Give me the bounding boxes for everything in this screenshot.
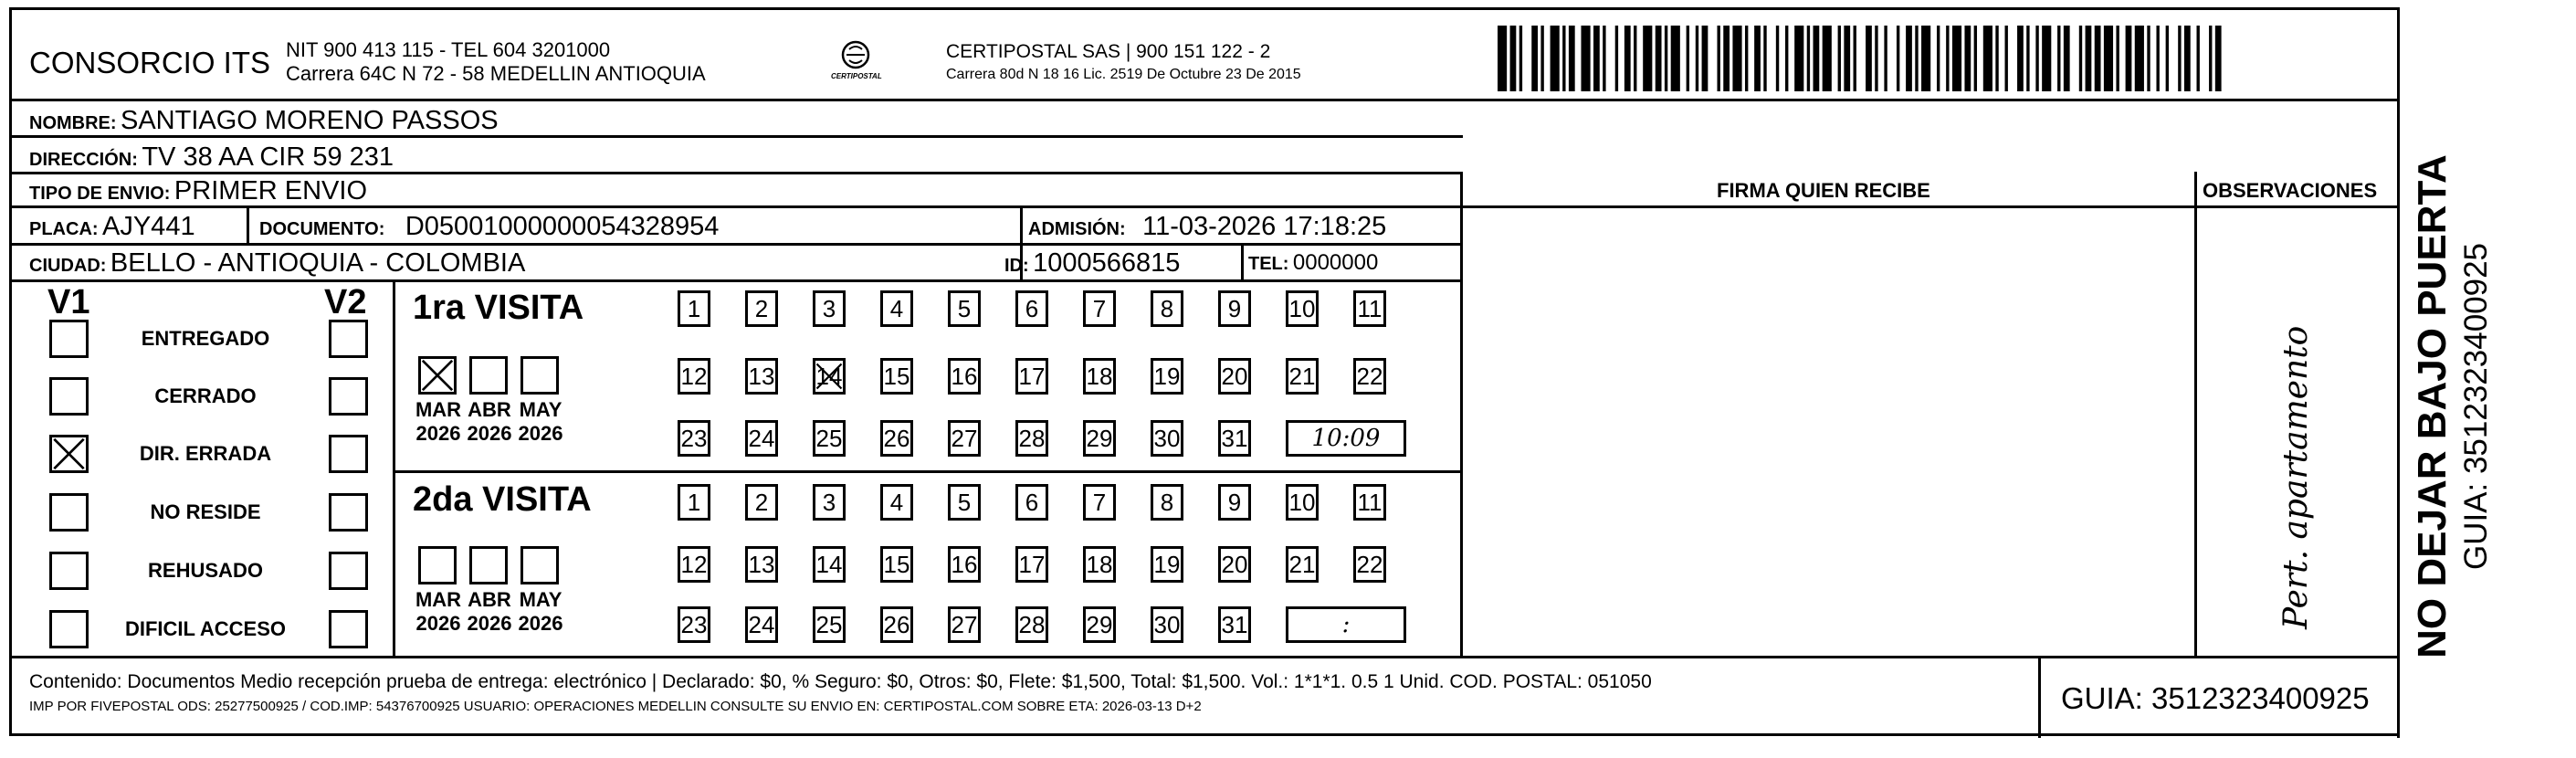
signature-title: FIRMA QUIEN RECIBE bbox=[1717, 179, 1930, 202]
status-option-label: ENTREGADO bbox=[141, 327, 270, 350]
day-box[interactable]: 9 bbox=[1218, 484, 1251, 521]
barcode-bar bbox=[2209, 26, 2212, 91]
city-label: CIUDAD: bbox=[29, 256, 107, 276]
barcode-bar bbox=[2197, 26, 2200, 91]
certipostal-logo bbox=[813, 37, 899, 91]
day-box[interactable]: 8 bbox=[1151, 290, 1183, 327]
contents-line: Contenido: Documentos Medio recepción prueba de entrega: electrónico | Declarado: $0, % Seguro: $0, Otros: $0, Flete: $1,500, Total: $1,500. Vol.: 1*1*1. 0.5 1 Unid. COD. POSTAL: 051050 bbox=[29, 671, 1652, 692]
barcode-bar bbox=[2005, 26, 2008, 91]
visit2-title: 2da VISITA bbox=[413, 480, 592, 519]
day-box[interactable]: 16 bbox=[948, 546, 981, 583]
day-box[interactable]: 17 bbox=[1015, 358, 1048, 395]
barcode-bar bbox=[1807, 26, 1810, 91]
day-box[interactable]: 23 bbox=[678, 606, 710, 643]
side-panel bbox=[2403, 102, 2513, 658]
day-box[interactable]: 28 bbox=[1015, 606, 1048, 643]
day-box[interactable]: 6 bbox=[1015, 484, 1048, 521]
barcode-bar bbox=[2017, 26, 2024, 91]
day-box[interactable]: 25 bbox=[813, 420, 846, 457]
barcode-bar bbox=[2026, 26, 2029, 91]
barcode-bar bbox=[2086, 26, 2092, 91]
month-label: MAY bbox=[519, 398, 563, 421]
barcode-bar bbox=[1562, 26, 1565, 91]
day-box[interactable]: 31 bbox=[1218, 420, 1251, 457]
courier-info: CERTIPOSTAL SAS | 900 151 122 - 2 bbox=[946, 41, 1271, 62]
v1-header: V1 bbox=[47, 283, 90, 321]
day-box[interactable]: 6 bbox=[1015, 290, 1048, 327]
v1-checkbox[interactable] bbox=[49, 493, 89, 532]
divider bbox=[1241, 243, 1244, 281]
barcode-bar bbox=[2104, 26, 2113, 91]
year-label: 2026 bbox=[518, 422, 563, 445]
day-box[interactable]: 26 bbox=[880, 606, 913, 643]
month-label: ABR bbox=[468, 398, 511, 421]
day-box[interactable]: 13 bbox=[745, 358, 778, 395]
day-box[interactable]: 23 bbox=[678, 420, 710, 457]
status-option-label: NO RESIDE bbox=[150, 500, 261, 523]
barcode-bar bbox=[1603, 26, 1605, 91]
side-guia: GUIA: 3512323400925 bbox=[2458, 242, 2494, 571]
barcode-bar bbox=[1656, 26, 1662, 91]
day-box[interactable]: 17 bbox=[1015, 546, 1048, 583]
divider bbox=[9, 279, 1463, 282]
barcode-bar bbox=[1665, 26, 1667, 91]
visit1-title: 1ra VISITA bbox=[413, 289, 584, 327]
document-label: DOCUMENTO: bbox=[259, 219, 385, 239]
barcode-bar bbox=[1776, 26, 1779, 91]
barcode-bar bbox=[1634, 26, 1636, 91]
barcode-bar bbox=[1510, 26, 1517, 91]
v1-checkbox[interactable] bbox=[49, 610, 89, 648]
divider bbox=[393, 470, 1461, 473]
barcode-bar bbox=[1569, 26, 1575, 91]
id-value: 1000566815 bbox=[1033, 248, 1181, 278]
month-checkbox[interactable] bbox=[418, 546, 457, 584]
v1-checkbox[interactable] bbox=[49, 435, 89, 473]
barcode-bar bbox=[1814, 26, 1820, 91]
logo-text: CERTIPOSTAL bbox=[831, 72, 882, 80]
v2-checkbox[interactable] bbox=[329, 435, 368, 473]
day-box[interactable]: 30 bbox=[1151, 606, 1183, 643]
divider bbox=[2194, 172, 2197, 658]
barcode-bar bbox=[1624, 26, 1631, 91]
barcode-bar bbox=[1754, 26, 1761, 91]
day-box[interactable]: 19 bbox=[1151, 358, 1183, 395]
barcode-bar bbox=[2116, 26, 2119, 91]
barcode-bar bbox=[1702, 26, 1709, 91]
barcode-bar bbox=[2178, 26, 2181, 91]
divider bbox=[9, 656, 2400, 658]
barcode-bar bbox=[1937, 26, 1940, 91]
day-box[interactable]: 22 bbox=[1353, 358, 1386, 395]
barcode-bar bbox=[2147, 26, 2150, 91]
barcode-bar bbox=[2035, 26, 2038, 91]
month-checkbox[interactable] bbox=[418, 356, 457, 395]
barcode-bar bbox=[1745, 26, 1748, 91]
barcode-bar bbox=[2215, 26, 2222, 91]
barcode-bar bbox=[1875, 26, 1877, 91]
print-info: IMP POR FIVEPOSTAL ODS: 25277500925 / COD.IMP: 54376700925 USUARIO: OPERACIONES MEDELLIN CONSULTE SU ENVIO EN: CERTIPOSTAL.COM SOBRE ETA: 2026-03-13 D+2 bbox=[29, 699, 1202, 714]
v2-checkbox[interactable] bbox=[329, 377, 368, 416]
month-checkbox[interactable] bbox=[520, 546, 559, 584]
divider bbox=[393, 279, 395, 658]
barcode-bar bbox=[1643, 26, 1652, 91]
day-box[interactable]: 27 bbox=[948, 606, 981, 643]
month-checkbox[interactable] bbox=[520, 356, 559, 395]
divider bbox=[9, 172, 1463, 174]
status-option-label: CERRADO bbox=[154, 384, 257, 407]
day-box[interactable]: 30 bbox=[1151, 420, 1183, 457]
barcode-bar bbox=[1823, 26, 1832, 91]
day-box[interactable]: 12 bbox=[678, 358, 710, 395]
company-nit: NIT 900 413 115 - TEL 604 3201000 bbox=[286, 38, 611, 61]
barcode-bar bbox=[1854, 26, 1856, 91]
barcode-bar bbox=[2166, 26, 2169, 91]
barcode-bar bbox=[2156, 26, 2159, 91]
day-box[interactable]: 29 bbox=[1083, 420, 1116, 457]
divider bbox=[2038, 656, 2041, 738]
day-box[interactable]: 27 bbox=[948, 420, 981, 457]
month-label: MAR bbox=[415, 588, 462, 611]
day-box[interactable]: 7 bbox=[1083, 484, 1116, 521]
v1-checkbox[interactable] bbox=[49, 552, 89, 590]
barcode-bar bbox=[1581, 26, 1590, 91]
day-box[interactable]: 26 bbox=[880, 420, 913, 457]
day-box[interactable]: 11 bbox=[1353, 290, 1386, 327]
time-box[interactable]: 10:09 bbox=[1286, 420, 1406, 457]
barcode-bar bbox=[1717, 26, 1719, 91]
barcode-bar bbox=[1519, 26, 1522, 91]
day-box[interactable]: 13 bbox=[745, 546, 778, 583]
v2-checkbox[interactable] bbox=[329, 610, 368, 648]
year-label: 2026 bbox=[415, 612, 461, 635]
barcode-bar bbox=[1897, 26, 1899, 91]
day-box[interactable]: 28 bbox=[1015, 420, 1048, 457]
barcode-bar bbox=[2064, 26, 2070, 91]
document-value: D05001000000054328954 bbox=[405, 212, 720, 241]
barcode-bar bbox=[1593, 26, 1600, 91]
month-checkbox[interactable] bbox=[469, 546, 508, 584]
day-box[interactable]: 3 bbox=[813, 484, 846, 521]
day-box[interactable]: 18 bbox=[1083, 358, 1116, 395]
day-box[interactable]: 20 bbox=[1218, 358, 1251, 395]
day-box[interactable]: 4 bbox=[880, 484, 913, 521]
status-option-label: DIR. ERRADA bbox=[139, 442, 272, 465]
day-box[interactable]: 4 bbox=[880, 290, 913, 327]
divider bbox=[1460, 172, 1463, 658]
day-box[interactable]: 8 bbox=[1151, 484, 1183, 521]
day-box[interactable]: 22 bbox=[1353, 546, 1386, 583]
barcode-bar bbox=[1964, 26, 1971, 91]
v1-checkbox[interactable] bbox=[49, 320, 89, 358]
admission-label: ADMISIÓN: bbox=[1028, 219, 1126, 239]
day-box[interactable]: 2 bbox=[745, 290, 778, 327]
day-box[interactable]: 1 bbox=[678, 290, 710, 327]
v2-checkbox[interactable] bbox=[329, 493, 368, 532]
address-label: DIRECCIÓN: bbox=[29, 150, 138, 170]
shipping-label: TIPO DE ENVIO: bbox=[29, 184, 171, 204]
barcode-bar bbox=[1974, 26, 1977, 91]
day-box[interactable]: 14 bbox=[813, 546, 846, 583]
admission-value: 11-03-2026 17:18:25 bbox=[1142, 212, 1387, 241]
barcode-bar bbox=[1732, 26, 1741, 91]
day-box[interactable]: 31 bbox=[1218, 606, 1251, 643]
month-label: MAR bbox=[415, 398, 462, 421]
year-label: 2026 bbox=[518, 612, 563, 635]
divider bbox=[9, 205, 2400, 208]
v2-checkbox[interactable] bbox=[329, 320, 368, 358]
handwritten-observation bbox=[2201, 274, 2392, 639]
divider bbox=[9, 243, 1463, 246]
day-box[interactable]: 20 bbox=[1218, 546, 1251, 583]
barcode bbox=[1498, 26, 2224, 91]
status-option-label: REHUSADO bbox=[148, 559, 263, 582]
barcode-bar bbox=[1921, 26, 1930, 91]
day-box[interactable]: 15 bbox=[880, 546, 913, 583]
company-address: Carrera 64C N 72 - 58 MEDELLIN ANTIOQUIA bbox=[286, 62, 706, 85]
barcode-bar bbox=[1794, 26, 1803, 91]
footer-guia: GUIA: 3512323400925 bbox=[2061, 681, 2370, 715]
barcode-bar bbox=[2079, 26, 2082, 91]
day-box[interactable]: 29 bbox=[1083, 606, 1116, 643]
status-option-label: DIFICIL ACCESO bbox=[124, 617, 286, 640]
recipient-name: SANTIAGO MORENO PASSOS bbox=[121, 106, 499, 135]
city-value: BELLO - ANTIOQUIA - COLOMBIA bbox=[110, 248, 526, 278]
barcode-bar bbox=[1785, 26, 1788, 91]
barcode-bar bbox=[2184, 26, 2191, 91]
day-box[interactable]: 1 bbox=[678, 484, 710, 521]
time-box[interactable]: : bbox=[1286, 606, 1406, 643]
day-box[interactable]: 16 bbox=[948, 358, 981, 395]
day-box[interactable]: 5 bbox=[948, 290, 981, 327]
observations-title: OBSERVACIONES bbox=[2203, 179, 2378, 202]
barcode-bar bbox=[1531, 26, 1538, 91]
barcode-bar bbox=[1763, 26, 1766, 91]
divider bbox=[2397, 99, 2400, 738]
barcode-bar bbox=[1866, 26, 1872, 91]
day-box[interactable]: 25 bbox=[813, 606, 846, 643]
barcode-bar bbox=[1983, 26, 1992, 91]
day-box[interactable]: 2 bbox=[745, 484, 778, 521]
barcode-bar bbox=[1551, 26, 1560, 91]
courier-address: Carrera 80d N 18 16 Lic. 2519 De Octubre 23 De 2015 bbox=[946, 67, 1301, 82]
barcode-bar bbox=[1687, 26, 1689, 91]
divider bbox=[9, 99, 2400, 101]
year-label: 2026 bbox=[467, 612, 512, 635]
barcode-bar bbox=[1723, 26, 1730, 91]
day-box[interactable]: 5 bbox=[948, 484, 981, 521]
barcode-bar bbox=[1952, 26, 1961, 91]
barcode-bar bbox=[2042, 26, 2051, 91]
barcode-bar bbox=[1671, 26, 1680, 91]
barcode-bar bbox=[1615, 26, 1618, 91]
divider bbox=[247, 205, 249, 245]
company-name: CONSORCIO ITS bbox=[29, 46, 271, 79]
barcode-bar bbox=[1838, 26, 1841, 91]
v1-checkbox[interactable] bbox=[49, 377, 89, 416]
day-box[interactable]: 19 bbox=[1151, 546, 1183, 583]
day-box[interactable]: 12 bbox=[678, 546, 710, 583]
month-checkbox[interactable] bbox=[469, 356, 508, 395]
day-box[interactable]: 10 bbox=[1286, 290, 1319, 327]
day-box[interactable]: 9 bbox=[1218, 290, 1251, 327]
day-box[interactable]: 3 bbox=[813, 290, 846, 327]
plate-value: AJY441 bbox=[102, 212, 195, 241]
day-box[interactable]: 21 bbox=[1286, 358, 1319, 395]
v2-checkbox[interactable] bbox=[329, 552, 368, 590]
tel-value: 0000000 bbox=[1292, 250, 1379, 275]
barcode-bar bbox=[1844, 26, 1850, 91]
day-box[interactable]: 24 bbox=[745, 606, 778, 643]
tel-label: TEL: bbox=[1248, 254, 1289, 274]
day-box[interactable]: 18 bbox=[1083, 546, 1116, 583]
day-box[interactable]: 21 bbox=[1286, 546, 1319, 583]
barcode-bar bbox=[2095, 26, 2101, 91]
barcode-bar bbox=[1498, 26, 1507, 91]
id-label: ID: bbox=[1004, 256, 1029, 276]
name-label: NOMBRE: bbox=[29, 113, 117, 133]
day-box[interactable]: 24 bbox=[745, 420, 778, 457]
barcode-bar bbox=[1906, 26, 1912, 91]
day-box[interactable]: 15 bbox=[880, 358, 913, 395]
barcode-bar bbox=[1884, 26, 1887, 91]
barcode-bar bbox=[1946, 26, 1949, 91]
recipient-address: TV 38 AA CIR 59 231 bbox=[142, 142, 394, 172]
barcode-bar bbox=[1995, 26, 1998, 91]
divider bbox=[9, 135, 1463, 138]
month-label: MAY bbox=[519, 588, 563, 611]
year-label: 2026 bbox=[467, 422, 512, 445]
barcode-bar bbox=[2126, 26, 2132, 91]
month-label: ABR bbox=[468, 588, 511, 611]
shipping-type: PRIMER ENVIO bbox=[173, 176, 368, 205]
barcode-bar bbox=[2135, 26, 2144, 91]
day-box[interactable]: 14 bbox=[813, 358, 846, 395]
side-instruction: NO DEJAR BAJO PUERTA bbox=[2410, 154, 2455, 658]
barcode-bar bbox=[1696, 26, 1698, 91]
day-box[interactable]: 11 bbox=[1353, 484, 1386, 521]
barcode-bar bbox=[2057, 26, 2060, 91]
barcode-bar bbox=[1540, 26, 1543, 91]
observation-note: Pert. apartamento bbox=[2277, 325, 2315, 629]
day-box[interactable]: 10 bbox=[1286, 484, 1319, 521]
v2-header: V2 bbox=[324, 283, 367, 321]
year-label: 2026 bbox=[415, 422, 461, 445]
plate-label: PLACA: bbox=[29, 219, 99, 239]
day-box[interactable]: 7 bbox=[1083, 290, 1116, 327]
barcode-bar bbox=[1915, 26, 1918, 91]
